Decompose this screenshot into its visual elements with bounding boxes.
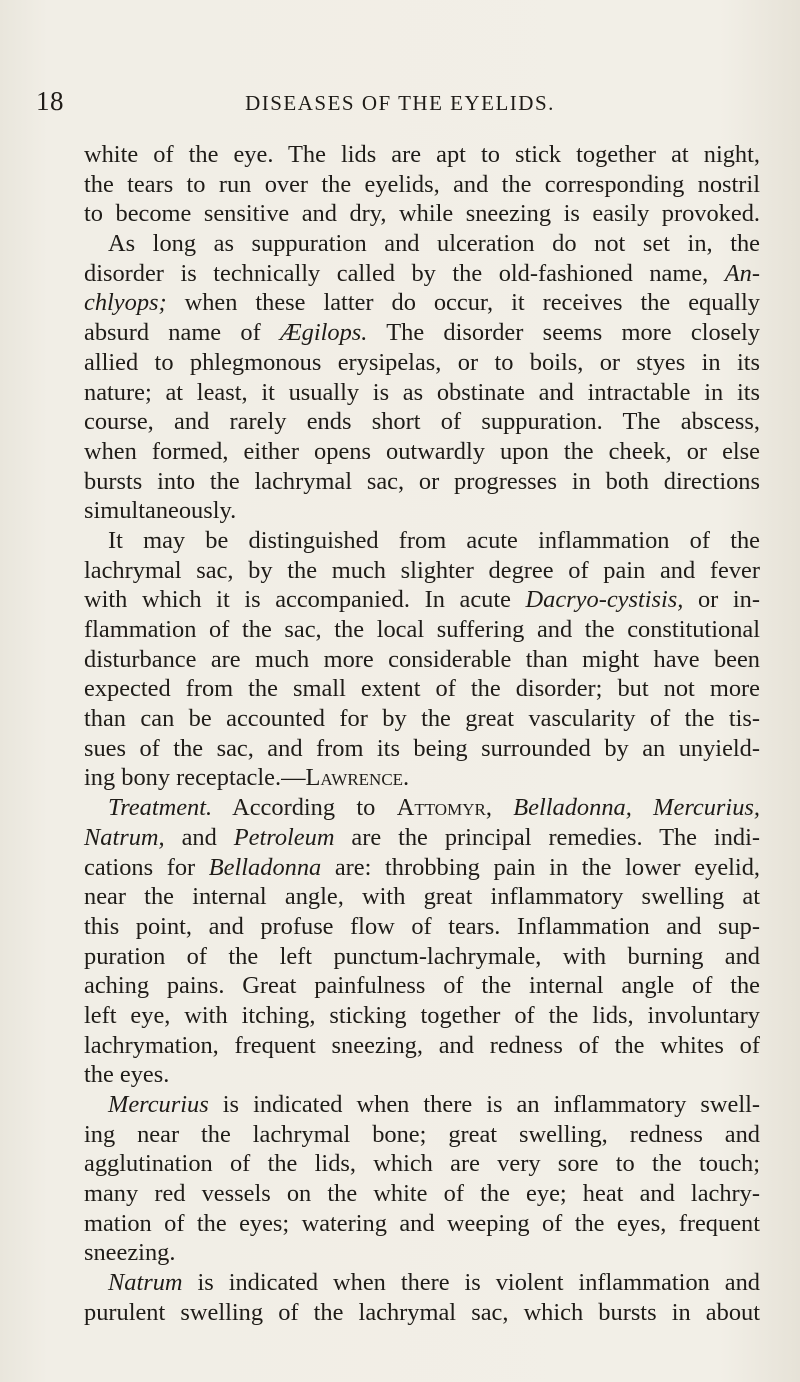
text-segment: than can be accounted for by the great vascularity of the tis- xyxy=(84,705,760,733)
italic-text: chlyops; xyxy=(84,289,167,317)
text-segment: nature; at least, it usually is as obstinate and intractable in its xyxy=(84,378,760,406)
text-segment: near the internal angle, with great inflammatory swelling at xyxy=(84,883,760,911)
text-segment xyxy=(632,794,653,821)
text-line xyxy=(84,615,760,645)
text-segment: is indicated when there is violent inflammation and xyxy=(182,1269,760,1297)
italic-text: Natrum xyxy=(108,1269,183,1297)
text-line xyxy=(84,437,760,467)
text-segment: simultaneously. xyxy=(84,497,237,525)
text-line xyxy=(84,942,760,972)
italic-text: Mercurius xyxy=(108,1091,209,1118)
text-line xyxy=(84,674,760,704)
text-line xyxy=(84,526,760,556)
text-segment: the eyes. xyxy=(84,1061,170,1089)
text-line xyxy=(84,1090,760,1120)
italic-text: Petroleum xyxy=(233,823,335,851)
text-line xyxy=(84,407,760,437)
text-line xyxy=(84,1120,760,1150)
text-segment: expected from the small extent of the disorder; but not more xyxy=(84,675,760,703)
text-segment: bursts into the lachrymal sac, or progresses in both directions xyxy=(84,467,760,495)
text-segment: white of the eye. The lids are apt to stick together at night, xyxy=(84,141,760,168)
text-segment: disturbance are much more considerable than might have been xyxy=(84,645,760,673)
italic-text: Ægilops. xyxy=(279,319,368,347)
text-line xyxy=(84,1209,760,1239)
text-line xyxy=(84,734,760,764)
running-head: DISEASES OF THE EYELIDS. xyxy=(245,91,555,115)
body-text xyxy=(84,140,760,1328)
text-segment: sneezing. xyxy=(84,1239,176,1267)
text-segment: are: throbbing pain in the lower eyelid, xyxy=(321,853,760,881)
italic-text: Belladonna xyxy=(208,853,322,881)
text-line xyxy=(84,912,760,942)
text-line xyxy=(84,704,760,734)
text-segment: this point, and profuse flow of tears. Inflammation and sup- xyxy=(84,912,760,940)
text-segment: The disorder seems more closely xyxy=(367,319,760,347)
text-line xyxy=(84,585,760,615)
text-segment: As long as suppuration and ulceration do not set in, the xyxy=(108,230,760,258)
text-segment: many red vessels on the white of the eye; heat and lachry- xyxy=(84,1180,760,1208)
text-segment: It may be distinguished from acute inflammation of the xyxy=(108,526,760,554)
text-line xyxy=(84,1238,760,1268)
text-line xyxy=(84,170,760,200)
text-line xyxy=(84,288,760,318)
text-line xyxy=(84,140,760,170)
text-line xyxy=(84,1298,760,1328)
text-line xyxy=(84,882,760,912)
text-line xyxy=(84,853,760,883)
text-segment: left eye, with itching, sticking together of the lids, involuntary xyxy=(84,1001,760,1029)
text-segment: puration of the left punctum-lachrymale, with burning and xyxy=(84,942,760,970)
author-name: Attomyr, xyxy=(396,794,492,822)
text-line xyxy=(84,259,760,289)
text-segment: mation of the eyes; watering and weeping of the eyes, frequent xyxy=(84,1209,760,1237)
page-header xyxy=(0,84,800,118)
text-line xyxy=(84,1268,760,1298)
text-segment: purulent swelling of the lachrymal sac, which bursts in about xyxy=(84,1298,760,1326)
text-segment: to become sensitive and dry, while sneezing is easily provoked. xyxy=(84,200,760,228)
text-line xyxy=(84,1179,760,1209)
text-line xyxy=(84,1001,760,1031)
text-line xyxy=(84,1031,760,1061)
text-segment: are the principal remedies. The indi- xyxy=(334,823,760,851)
text-line xyxy=(84,378,760,408)
text-segment: course, and rarely ends short of suppuration. The abscess, xyxy=(84,408,760,436)
italic-text: Treatment. xyxy=(108,794,213,822)
text-segment: when these latter do occur, it receives the equally xyxy=(166,289,760,317)
italic-text: Natrum, xyxy=(84,823,165,851)
text-line xyxy=(84,763,760,793)
text-line xyxy=(84,229,760,259)
text-line xyxy=(84,823,760,853)
italic-text: Belladonna, xyxy=(513,794,632,822)
text-segment: aching pains. Great painfulness of the internal angle of the xyxy=(84,972,760,1000)
text-segment: ing near the lachrymal bone; great swelling, redness and xyxy=(84,1120,760,1148)
text-line xyxy=(84,318,760,348)
text-segment xyxy=(492,794,513,821)
text-line xyxy=(84,793,760,823)
text-segment: disorder is technically called by the old-fashioned name, xyxy=(84,259,725,287)
text-segment: absurd name of xyxy=(84,319,280,347)
text-segment: ing bony receptacle.— xyxy=(84,764,306,792)
text-segment: flammation of the sac, the local suffering and the constitutional xyxy=(84,616,760,643)
text-line xyxy=(84,971,760,1001)
text-segment: According to xyxy=(212,794,397,822)
text-segment: with which it is accompanied. In acute xyxy=(84,586,526,614)
text-line xyxy=(84,556,760,586)
text-line xyxy=(84,645,760,675)
author-name: Lawrence. xyxy=(305,764,410,792)
text-line xyxy=(84,467,760,497)
text-segment: and xyxy=(164,823,234,851)
text-segment: or in- xyxy=(683,586,760,614)
text-segment: lachrymation, frequent sneezing, and redness of the whites of xyxy=(84,1031,760,1059)
text-line xyxy=(84,348,760,378)
text-segment: allied to phlegmonous erysipelas, or to boils, or styes in its xyxy=(84,348,760,376)
text-line xyxy=(84,496,760,526)
text-segment: the tears to run over the eyelids, and the corresponding nostril xyxy=(84,170,760,198)
text-segment: sues of the sac, and from its being surrounded by an unyield- xyxy=(84,734,760,762)
italic-text: An- xyxy=(724,259,760,287)
page-number: 18 xyxy=(36,86,64,116)
text-segment: cations for xyxy=(84,853,209,881)
text-segment: when formed, either opens outwardly upon the cheek, or else xyxy=(84,437,760,465)
text-segment: is indicated when there is an inflammatory swell- xyxy=(208,1091,760,1118)
italic-text: Mercurius, xyxy=(653,794,760,822)
text-line xyxy=(84,199,760,229)
text-segment: lachrymal sac, by the much slighter degree of pain and fever xyxy=(84,556,760,584)
text-segment: agglutination of the lids, which are very sore to the touch; xyxy=(84,1150,760,1178)
text-line xyxy=(84,1149,760,1179)
italic-text: Dacryo-cystisis, xyxy=(525,586,684,614)
text-line xyxy=(84,1060,760,1090)
